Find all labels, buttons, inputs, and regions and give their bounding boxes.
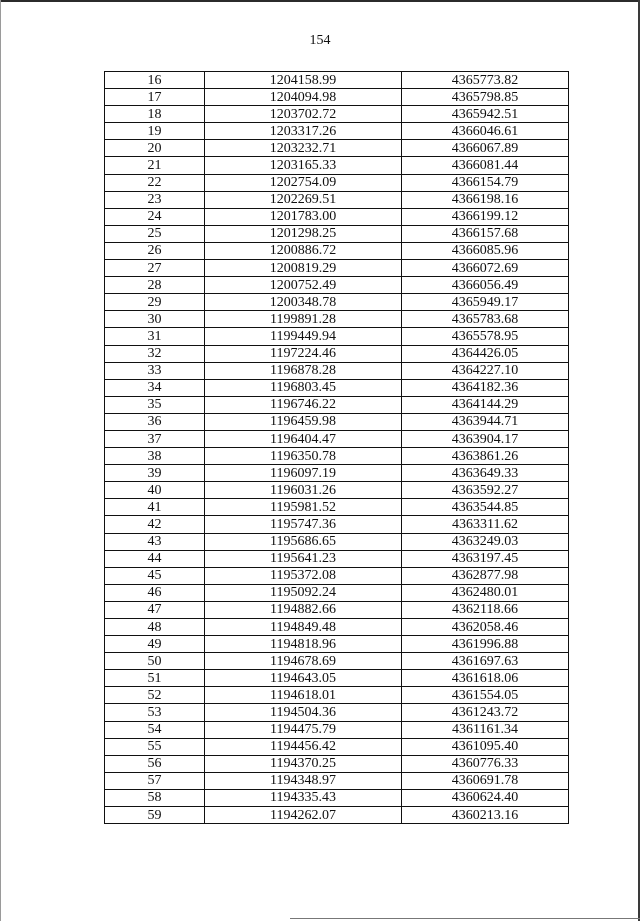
x-coordinate-cell: 1194882.66	[205, 601, 402, 618]
y-coordinate-cell: 4362877.98	[402, 567, 569, 584]
x-coordinate-cell: 1194348.97	[205, 772, 402, 789]
point-number-cell: 49	[105, 636, 205, 653]
point-number-cell: 45	[105, 567, 205, 584]
y-coordinate-cell: 4366198.16	[402, 191, 569, 208]
table-row	[105, 670, 569, 687]
table-row	[105, 482, 569, 499]
y-coordinate-cell: 4366085.96	[402, 242, 569, 259]
point-number-cell: 46	[105, 584, 205, 601]
point-number-cell: 54	[105, 721, 205, 738]
y-coordinate-cell: 4366046.61	[402, 123, 569, 140]
point-number-cell: 41	[105, 499, 205, 516]
table-row	[105, 72, 569, 89]
point-number-cell: 20	[105, 140, 205, 157]
y-coordinate-cell: 4364182.36	[402, 379, 569, 396]
table-row	[105, 328, 569, 345]
x-coordinate-cell: 1204094.98	[205, 89, 402, 106]
point-number-cell: 29	[105, 294, 205, 311]
y-coordinate-cell: 4360776.33	[402, 755, 569, 772]
table-row	[105, 396, 569, 413]
point-number-cell: 44	[105, 550, 205, 567]
x-coordinate-cell: 1202754.09	[205, 174, 402, 191]
x-coordinate-cell: 1195686.65	[205, 533, 402, 550]
x-coordinate-cell: 1194818.96	[205, 636, 402, 653]
point-number-cell: 22	[105, 174, 205, 191]
x-coordinate-cell: 1196746.22	[205, 396, 402, 413]
table-row	[105, 516, 569, 533]
coordinates-table	[104, 71, 569, 824]
x-coordinate-cell: 1194643.05	[205, 670, 402, 687]
table-row	[105, 294, 569, 311]
table-row	[105, 106, 569, 123]
table-row	[105, 755, 569, 772]
y-coordinate-cell: 4362480.01	[402, 584, 569, 601]
y-coordinate-cell: 4366072.69	[402, 260, 569, 277]
table-row	[105, 499, 569, 516]
x-coordinate-cell: 1194370.25	[205, 755, 402, 772]
table-row	[105, 140, 569, 157]
point-number-cell: 39	[105, 465, 205, 482]
point-number-cell: 28	[105, 277, 205, 294]
x-coordinate-cell: 1196404.47	[205, 430, 402, 447]
y-coordinate-cell: 4361161.34	[402, 721, 569, 738]
x-coordinate-cell: 1195092.24	[205, 584, 402, 601]
x-coordinate-cell: 1200886.72	[205, 242, 402, 259]
y-coordinate-cell: 4362118.66	[402, 601, 569, 618]
x-coordinate-cell: 1197224.46	[205, 345, 402, 362]
x-coordinate-cell: 1203232.71	[205, 140, 402, 157]
table-row	[105, 721, 569, 738]
table-row	[105, 533, 569, 550]
x-coordinate-cell: 1204158.99	[205, 72, 402, 89]
x-coordinate-cell: 1195981.52	[205, 499, 402, 516]
x-coordinate-cell: 1196459.98	[205, 413, 402, 430]
x-coordinate-cell: 1194262.07	[205, 807, 402, 824]
point-number-cell: 33	[105, 362, 205, 379]
x-coordinate-cell: 1199891.28	[205, 311, 402, 328]
point-number-cell: 21	[105, 157, 205, 174]
table-row	[105, 242, 569, 259]
y-coordinate-cell: 4365798.85	[402, 89, 569, 106]
coordinates-table-body	[105, 72, 569, 824]
table-row	[105, 653, 569, 670]
x-coordinate-cell: 1202269.51	[205, 191, 402, 208]
y-coordinate-cell: 4363649.33	[402, 465, 569, 482]
x-coordinate-cell: 1203702.72	[205, 106, 402, 123]
x-coordinate-cell: 1195372.08	[205, 567, 402, 584]
x-coordinate-cell: 1201298.25	[205, 225, 402, 242]
y-coordinate-cell: 4365942.51	[402, 106, 569, 123]
table-row	[105, 704, 569, 721]
table-row	[105, 687, 569, 704]
y-coordinate-cell: 4366067.89	[402, 140, 569, 157]
y-coordinate-cell: 4360624.40	[402, 789, 569, 806]
point-number-cell: 27	[105, 260, 205, 277]
x-coordinate-cell: 1196031.26	[205, 482, 402, 499]
y-coordinate-cell: 4363197.45	[402, 550, 569, 567]
footer-line	[290, 918, 640, 919]
table-row	[105, 601, 569, 618]
table-row	[105, 430, 569, 447]
y-coordinate-cell: 4363861.26	[402, 448, 569, 465]
point-number-cell: 38	[105, 448, 205, 465]
x-coordinate-cell: 1199449.94	[205, 328, 402, 345]
y-coordinate-cell: 4363592.27	[402, 482, 569, 499]
y-coordinate-cell: 4364227.10	[402, 362, 569, 379]
table-row	[105, 465, 569, 482]
table-row	[105, 311, 569, 328]
point-number-cell: 40	[105, 482, 205, 499]
y-coordinate-cell: 4366081.44	[402, 157, 569, 174]
y-coordinate-cell: 4366056.49	[402, 277, 569, 294]
table-row	[105, 208, 569, 225]
point-number-cell: 53	[105, 704, 205, 721]
point-number-cell: 56	[105, 755, 205, 772]
table-row	[105, 362, 569, 379]
point-number-cell: 18	[105, 106, 205, 123]
y-coordinate-cell: 4365773.82	[402, 72, 569, 89]
y-coordinate-cell: 4360213.16	[402, 807, 569, 824]
y-coordinate-cell: 4364426.05	[402, 345, 569, 362]
y-coordinate-cell: 4366157.68	[402, 225, 569, 242]
y-coordinate-cell: 4361554.05	[402, 687, 569, 704]
y-coordinate-cell: 4361618.06	[402, 670, 569, 687]
table-row	[105, 260, 569, 277]
y-coordinate-cell: 4365949.17	[402, 294, 569, 311]
x-coordinate-cell: 1194618.01	[205, 687, 402, 704]
point-number-cell: 23	[105, 191, 205, 208]
point-number-cell: 30	[105, 311, 205, 328]
table-row	[105, 345, 569, 362]
y-coordinate-cell: 4360691.78	[402, 772, 569, 789]
point-number-cell: 26	[105, 242, 205, 259]
table-row	[105, 550, 569, 567]
x-coordinate-cell: 1203317.26	[205, 123, 402, 140]
table-row	[105, 157, 569, 174]
y-coordinate-cell: 4365578.95	[402, 328, 569, 345]
point-number-cell: 47	[105, 601, 205, 618]
table-row	[105, 123, 569, 140]
point-number-cell: 24	[105, 208, 205, 225]
table-row	[105, 789, 569, 806]
x-coordinate-cell: 1196803.45	[205, 379, 402, 396]
point-number-cell: 59	[105, 807, 205, 824]
y-coordinate-cell: 4363249.03	[402, 533, 569, 550]
page-edge-left	[0, 0, 1, 921]
table-row	[105, 174, 569, 191]
y-coordinate-cell: 4365783.68	[402, 311, 569, 328]
y-coordinate-cell: 4363544.85	[402, 499, 569, 516]
table-row	[105, 448, 569, 465]
y-coordinate-cell: 4366154.79	[402, 174, 569, 191]
point-number-cell: 32	[105, 345, 205, 362]
x-coordinate-cell: 1195747.36	[205, 516, 402, 533]
x-coordinate-cell: 1194678.69	[205, 653, 402, 670]
x-coordinate-cell: 1196097.19	[205, 465, 402, 482]
point-number-cell: 57	[105, 772, 205, 789]
table-row	[105, 191, 569, 208]
table-row	[105, 619, 569, 636]
table-row	[105, 738, 569, 755]
point-number-cell: 31	[105, 328, 205, 345]
point-number-cell: 51	[105, 670, 205, 687]
point-number-cell: 55	[105, 738, 205, 755]
table-row	[105, 379, 569, 396]
point-number-cell: 50	[105, 653, 205, 670]
point-number-cell: 17	[105, 89, 205, 106]
table-row	[105, 584, 569, 601]
y-coordinate-cell: 4363944.71	[402, 413, 569, 430]
x-coordinate-cell: 1203165.33	[205, 157, 402, 174]
table-row	[105, 567, 569, 584]
y-coordinate-cell: 4363311.62	[402, 516, 569, 533]
x-coordinate-cell: 1194504.36	[205, 704, 402, 721]
point-number-cell: 52	[105, 687, 205, 704]
page-number: 154	[309, 33, 331, 48]
x-coordinate-cell: 1196350.78	[205, 448, 402, 465]
point-number-cell: 58	[105, 789, 205, 806]
x-coordinate-cell: 1194335.43	[205, 789, 402, 806]
point-number-cell: 48	[105, 619, 205, 636]
point-number-cell: 25	[105, 225, 205, 242]
table-row	[105, 225, 569, 242]
x-coordinate-cell: 1194849.48	[205, 619, 402, 636]
y-coordinate-cell: 4362058.46	[402, 619, 569, 636]
point-number-cell: 43	[105, 533, 205, 550]
point-number-cell: 42	[105, 516, 205, 533]
x-coordinate-cell: 1196878.28	[205, 362, 402, 379]
x-coordinate-cell: 1200819.29	[205, 260, 402, 277]
y-coordinate-cell: 4364144.29	[402, 396, 569, 413]
point-number-cell: 35	[105, 396, 205, 413]
table-row	[105, 636, 569, 653]
table-row	[105, 807, 569, 824]
y-coordinate-cell: 4366199.12	[402, 208, 569, 225]
y-coordinate-cell: 4361697.63	[402, 653, 569, 670]
point-number-cell: 19	[105, 123, 205, 140]
table-row	[105, 772, 569, 789]
point-number-cell: 37	[105, 430, 205, 447]
page-edge-top	[0, 0, 640, 2]
point-number-cell: 34	[105, 379, 205, 396]
y-coordinate-cell: 4361095.40	[402, 738, 569, 755]
x-coordinate-cell: 1200752.49	[205, 277, 402, 294]
x-coordinate-cell: 1194456.42	[205, 738, 402, 755]
point-number-cell: 36	[105, 413, 205, 430]
point-number-cell: 16	[105, 72, 205, 89]
y-coordinate-cell: 4361996.88	[402, 636, 569, 653]
x-coordinate-cell: 1195641.23	[205, 550, 402, 567]
table-row	[105, 413, 569, 430]
table-row	[105, 89, 569, 106]
x-coordinate-cell: 1194475.79	[205, 721, 402, 738]
y-coordinate-cell: 4363904.17	[402, 430, 569, 447]
x-coordinate-cell: 1201783.00	[205, 208, 402, 225]
table-row	[105, 277, 569, 294]
y-coordinate-cell: 4361243.72	[402, 704, 569, 721]
x-coordinate-cell: 1200348.78	[205, 294, 402, 311]
